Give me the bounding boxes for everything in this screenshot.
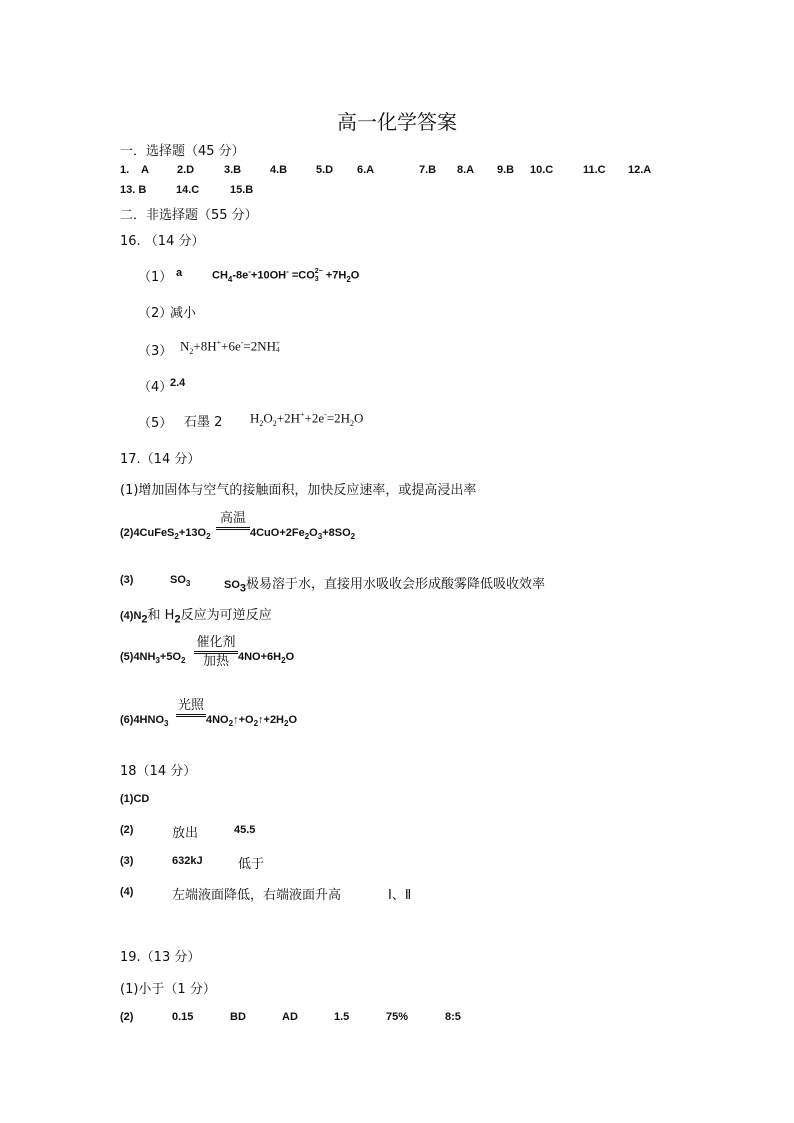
eq-subscript: 2	[189, 346, 194, 356]
mc-answer: 4.B	[270, 164, 288, 176]
q19-header: 19.（13 分）	[120, 950, 201, 965]
eq-subscript: 3	[317, 532, 323, 542]
mc-answer: 15.B	[230, 184, 254, 196]
mc-answer: 9.B	[497, 164, 515, 176]
q17-part5-lhs	[120, 651, 185, 665]
eq-text: O	[288, 714, 298, 726]
q18-part3-answer1: 632kJ	[172, 855, 203, 867]
eq-text: O	[354, 410, 364, 426]
eq-subscript: 2	[174, 613, 181, 626]
eq-subscript: 2	[284, 719, 289, 729]
eq-text: (4)N	[120, 610, 142, 622]
eq-superscript: -	[248, 267, 251, 276]
eq-text: O	[309, 527, 318, 539]
mc-answer: 3.B	[224, 164, 242, 176]
q18-part4-answer1: 左端液面降低，右端液面升高	[172, 888, 342, 903]
condition-label-bottom: 加热	[202, 654, 229, 669]
eq-superscript: -	[324, 410, 327, 419]
eq-superscript: +	[276, 339, 280, 348]
eq-subscript: 2	[346, 274, 351, 284]
q18-part4-answer2: Ⅰ、Ⅱ	[388, 888, 412, 903]
eq-text: 和 H	[147, 608, 175, 623]
q16-part1-answer: a	[176, 267, 183, 279]
q19-part2-value: 0.15	[172, 1011, 194, 1023]
eq-text: ↑+O	[233, 714, 254, 726]
q16-part1-number: （1）	[138, 270, 173, 285]
eq-subscript: 2	[304, 532, 310, 542]
mc-answer: 10.C	[530, 164, 554, 176]
eq-text: CH	[212, 269, 228, 282]
q16-header-text: 16. （14 分）	[120, 234, 205, 249]
mc-answer: 6.A	[357, 164, 375, 176]
eq-superscript: +	[300, 410, 305, 419]
q19-part2-value: AD	[282, 1011, 298, 1023]
q18-part2-answer1: 放出	[172, 826, 199, 841]
eq-text: +7H	[325, 269, 347, 282]
q17-part4	[120, 604, 272, 625]
page-title: 高一化学答案	[337, 110, 457, 134]
eq-subscript: 2	[350, 532, 356, 542]
q19-part2-value: 8:5	[445, 1011, 461, 1023]
mc-answer: 2.D	[177, 164, 195, 176]
q18-part2-number: (2)	[120, 824, 134, 836]
eq-superscript: -	[286, 267, 289, 276]
eq-subscript: 2	[253, 719, 259, 729]
q19-part1: (1)小于（1 分）	[120, 982, 216, 997]
eq-text: +5O	[159, 651, 182, 663]
eq-text: 4CuO+2Fe	[250, 527, 305, 539]
eq-subscript: 2	[174, 532, 179, 542]
eq-text: +2e	[304, 410, 325, 426]
eq-text: 4NO	[206, 714, 229, 726]
mc-answer: 14.C	[176, 184, 200, 196]
q19-part2-value: BD	[230, 1011, 246, 1023]
eq-text: SO	[170, 574, 186, 586]
condition-label: 光照	[177, 698, 204, 713]
mc-answer: 7.B	[419, 164, 437, 176]
eq-subscript: 3	[155, 656, 160, 666]
q16-part3-number: （3）	[138, 344, 173, 359]
double-bond-sign	[176, 714, 206, 717]
mc-answer: 13. B	[120, 184, 147, 196]
eq-subscript: 2	[181, 656, 186, 666]
eq-subscript: 4	[227, 274, 233, 284]
q16-part5-equation	[250, 410, 363, 428]
eq-text: +10OH	[250, 269, 287, 282]
q17-part6-lhs	[120, 714, 168, 728]
eq-superscript: +	[216, 338, 222, 347]
eq-subscript: 2	[350, 418, 355, 428]
condition-label-top: 催化剂	[196, 635, 236, 650]
mc-answer: 11.C	[583, 164, 606, 176]
eq-text: -8e	[232, 269, 249, 282]
eq-text: =2NH	[243, 338, 277, 354]
eq-text: (5)4NH	[120, 651, 156, 663]
eq-subscript: 2	[272, 418, 277, 428]
eq-subscript: 3	[314, 275, 319, 283]
q17-part3-answer1	[170, 574, 190, 588]
q18-part4-number: (4)	[120, 886, 134, 898]
q18-header: 18（14 分）	[120, 764, 197, 779]
double-bond-sign	[216, 527, 250, 530]
eq-subscript: 4	[276, 346, 280, 355]
q16-part4-answer: 2.4	[170, 377, 186, 389]
answer-text: 极易溶于水，直接用水吸收会形成酸雾降低吸收效率	[246, 577, 546, 592]
eq-text: (6)4HNO	[120, 714, 165, 726]
condition-label: 高温	[219, 511, 246, 526]
mc-answer: 8.A	[457, 164, 475, 176]
mc-answer: 5.D	[316, 164, 334, 176]
q17-part3-answer2	[224, 573, 545, 594]
eq-subscript: 2	[141, 613, 148, 626]
mc-answer: 12.A	[628, 164, 652, 176]
q16-part5-answer: 石墨 2	[184, 415, 223, 430]
q16-part1-equation	[212, 267, 359, 284]
eq-text: +8SO	[322, 527, 351, 539]
eq-subscript: 2	[259, 418, 264, 428]
q18-part1: (1)CD	[120, 793, 150, 805]
q18-part2-answer2: 45.5	[234, 824, 256, 836]
q16-header	[120, 230, 204, 249]
q17-part2-lhs	[120, 527, 211, 541]
eq-subscript: 3	[164, 719, 169, 729]
eq-subscript: 2	[206, 532, 211, 542]
eq-text: O	[350, 269, 360, 282]
q17-header: 17.（14 分）	[120, 452, 201, 467]
q16-part3-equation	[180, 338, 280, 356]
eq-subscript: 3	[185, 579, 191, 589]
mc-answer: A	[141, 164, 149, 176]
eq-superscript: 2−	[314, 267, 323, 275]
eq-text: +13O	[178, 527, 207, 539]
mc-answer: 1.	[120, 164, 130, 176]
eq-text: (2)4CuFeS	[120, 527, 175, 539]
q18-part3-number: (3)	[120, 855, 134, 867]
eq-text: H	[250, 410, 260, 426]
q19-part2-number: (2)	[120, 1011, 134, 1023]
q17-part5-rhs	[238, 651, 294, 665]
section-1-heading: 一．选择题（45 分）	[120, 144, 245, 159]
eq-text: =CO	[291, 269, 315, 282]
q16-part2-answer: 减小	[170, 306, 197, 321]
eq-text: +8H	[193, 338, 217, 354]
q17-part2-rhs	[250, 527, 355, 541]
eq-subscript: 2	[228, 719, 234, 729]
q17-part1: (1)增加固体与空气的接触面积，加快反应速率，或提高浸出率	[120, 483, 477, 498]
q16-part2-number: （2）	[138, 306, 173, 321]
eq-superscript: -	[240, 338, 244, 347]
eq-text: 4NO+6H	[238, 651, 282, 663]
q17-part3-number: (3)	[120, 574, 134, 586]
eq-text: +6e	[221, 338, 241, 354]
section-2-heading: 二．非选择题（55 分）	[120, 208, 258, 223]
q17-part6-condition	[176, 698, 206, 717]
q16-part4-number: （4）	[138, 380, 173, 395]
eq-text: =2H	[326, 410, 351, 426]
eq-text: O	[285, 651, 295, 663]
q17-part2-condition	[216, 511, 250, 530]
eq-text: SO	[224, 579, 240, 591]
eq-text: O	[263, 410, 273, 426]
eq-text: 反应为可逆反应	[180, 608, 272, 623]
q17-part6-rhs	[206, 714, 297, 728]
q17-part5-condition	[194, 635, 238, 670]
eq-text: +2H	[276, 410, 301, 426]
eq-text: ↑+2H	[258, 714, 285, 726]
q18-part3-answer2: 低于	[238, 857, 265, 872]
eq-subscript: 3	[239, 582, 247, 595]
eq-subscript: 2	[281, 656, 286, 666]
eq-text: N	[180, 338, 190, 354]
q16-part5-number: （5）	[138, 416, 173, 431]
q19-part2-value: 75%	[386, 1011, 409, 1023]
q19-part2-value: 1.5	[334, 1011, 350, 1023]
